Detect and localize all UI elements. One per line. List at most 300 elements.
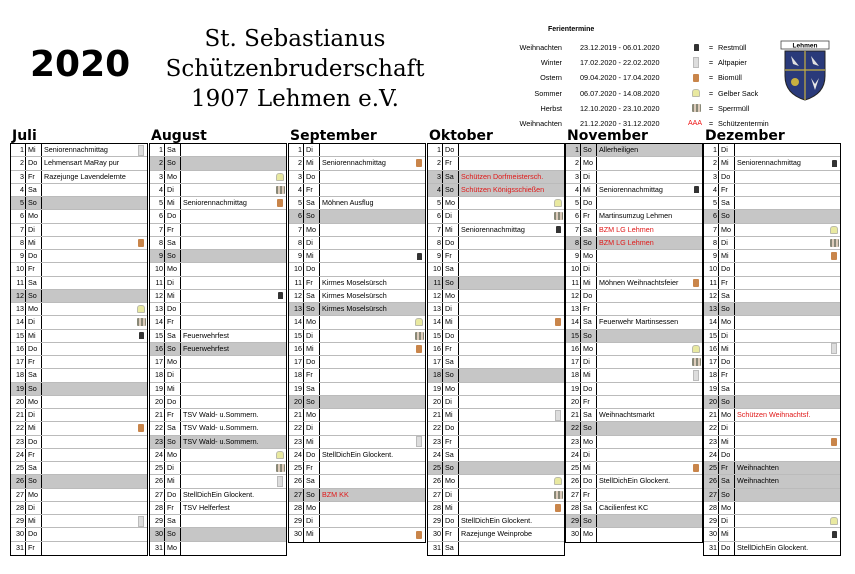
weekday: So — [165, 343, 181, 355]
weekday: Do — [443, 515, 459, 527]
icon-slot — [135, 396, 147, 408]
day-number: 30 — [11, 528, 26, 540]
weekday: So — [304, 210, 320, 222]
day-row — [566, 290, 702, 303]
crest-label: Lehmen — [792, 42, 818, 50]
month-november — [565, 127, 703, 543]
day-number: 14 — [428, 316, 443, 328]
weekday: So — [443, 184, 459, 196]
day-row — [11, 290, 147, 303]
legend-equals: = — [708, 43, 714, 53]
month-name: Oktober — [429, 128, 493, 144]
holiday-label: Weihnachten — [519, 43, 562, 53]
weekday: Sa — [26, 184, 42, 196]
day-number: 20 — [704, 396, 719, 408]
day-event — [459, 250, 552, 262]
weekday: Sa — [581, 316, 597, 328]
day-event — [42, 409, 135, 421]
legend-text: Restmüll — [718, 43, 747, 53]
month-name: Juli — [12, 128, 37, 144]
weekday: Mi — [26, 237, 42, 249]
day-event — [320, 528, 413, 541]
weekday: Mo — [26, 396, 42, 408]
icon-slot — [135, 436, 147, 448]
weekday: Fr — [581, 210, 597, 222]
day-number: 17 — [289, 356, 304, 368]
icon-slot — [274, 356, 286, 368]
day-number: 19 — [289, 383, 304, 395]
weekday: Mi — [719, 343, 735, 355]
day-row — [289, 515, 425, 528]
icon-slot — [274, 436, 286, 448]
icon-slot — [552, 290, 564, 302]
day-number: 21 — [704, 409, 719, 421]
legend-text: Sperrmüll — [718, 103, 750, 113]
day-row — [11, 210, 147, 223]
weekday: Di — [443, 396, 459, 408]
day-row — [428, 144, 564, 157]
day-number: 1 — [289, 144, 304, 156]
day-row — [428, 303, 564, 316]
weekday: Di — [26, 502, 42, 514]
day-number: 29 — [289, 515, 304, 527]
icon-slot — [413, 515, 425, 527]
weekday: Mi — [443, 502, 459, 514]
day-event: Weihnachten — [737, 463, 779, 472]
day-number: 21 — [150, 409, 165, 421]
day-event — [181, 250, 274, 262]
day-event — [459, 489, 552, 501]
day-number: 11 — [150, 277, 165, 289]
day-event: TSV Wald- u.Sommern. — [183, 436, 259, 446]
weekday: Sa — [26, 462, 42, 474]
weekday: So — [581, 144, 597, 156]
weekday: Fr — [719, 184, 735, 196]
day-number: 18 — [566, 369, 581, 381]
icon-slot — [828, 475, 840, 487]
sperr-bin-icon — [274, 184, 286, 196]
day-event — [181, 303, 274, 315]
day-event — [459, 277, 552, 289]
gelb-bin-icon — [828, 515, 840, 527]
day-event — [181, 316, 274, 328]
icon-slot — [828, 184, 840, 196]
day-row — [150, 489, 286, 502]
icon-slot — [552, 542, 564, 555]
weekday: So — [165, 250, 181, 262]
day-row — [566, 436, 702, 449]
day-row — [289, 316, 425, 329]
day-row — [704, 422, 840, 435]
month-grid — [149, 143, 287, 556]
bio-bin-icon — [413, 157, 425, 169]
day-number: 6 — [150, 210, 165, 222]
weekday: Di — [719, 515, 735, 527]
day-row — [289, 237, 425, 250]
day-number: 1 — [11, 144, 26, 156]
icon-slot — [552, 462, 564, 474]
day-row — [150, 210, 286, 223]
day-number: 13 — [566, 303, 581, 315]
day-event — [181, 171, 274, 183]
day-number: 15 — [428, 330, 443, 342]
legend-row — [688, 40, 769, 55]
day-row — [289, 303, 425, 316]
weekday: Di — [304, 422, 320, 434]
icon-slot — [552, 157, 564, 169]
weekday: Mo — [304, 502, 320, 514]
day-row — [704, 316, 840, 329]
icon-slot — [413, 462, 425, 474]
day-event — [459, 144, 552, 156]
day-number: 9 — [11, 250, 26, 262]
rest-bin-icon — [828, 528, 840, 540]
weekday: Mo — [304, 316, 320, 328]
day-row — [289, 475, 425, 488]
icon-slot — [552, 277, 564, 289]
day-number: 28 — [704, 502, 719, 514]
day-event — [597, 263, 690, 275]
weekday: Do — [165, 489, 181, 501]
icon-slot — [690, 144, 702, 156]
day-event — [459, 409, 552, 421]
day-row — [566, 383, 702, 396]
weekday: Do — [719, 356, 735, 368]
icon-slot — [274, 528, 286, 540]
day-event — [735, 184, 828, 196]
icon-slot — [828, 290, 840, 302]
weekday: Do — [304, 356, 320, 368]
day-row — [704, 290, 840, 303]
day-event — [320, 184, 413, 196]
day-event: Seniorennachmittag — [461, 224, 525, 234]
legend-text: Altpapier — [718, 58, 747, 68]
icon-slot — [274, 396, 286, 408]
day-row — [566, 489, 702, 502]
icon-slot — [690, 250, 702, 262]
weekday: Mi — [165, 475, 181, 487]
weekday: Mi — [719, 436, 735, 448]
day-row — [428, 277, 564, 290]
day-number: 26 — [704, 475, 719, 487]
weekday: So — [304, 489, 320, 501]
day-row — [704, 171, 840, 184]
day-number: 18 — [11, 369, 26, 381]
day-row — [11, 157, 147, 170]
day-number: 15 — [704, 330, 719, 342]
weekday: Di — [443, 489, 459, 501]
day-number: 11 — [566, 277, 581, 289]
icon-slot — [690, 316, 702, 328]
day-row — [150, 542, 286, 555]
day-row — [704, 396, 840, 409]
icon-slot — [413, 224, 425, 236]
day-number: 21 — [289, 409, 304, 421]
day-number: 8 — [428, 237, 443, 249]
weekday: Mo — [304, 224, 320, 236]
icon-slot — [552, 171, 564, 183]
day-event — [320, 210, 413, 222]
day-row — [289, 436, 425, 449]
day-event — [735, 449, 828, 461]
day-event — [42, 303, 135, 315]
day-row — [428, 157, 564, 170]
day-event — [42, 263, 135, 275]
day-row — [11, 184, 147, 197]
icon-slot — [135, 383, 147, 395]
weekday: Fr — [304, 369, 320, 381]
day-event: Razejunge Weinprobe — [461, 529, 532, 539]
holiday-dates: 17.02.2020 - 22.02.2020 — [580, 58, 660, 68]
weekday: Di — [26, 224, 42, 236]
day-event — [42, 250, 135, 262]
day-number: 9 — [566, 250, 581, 262]
icon-slot — [690, 263, 702, 275]
day-number: 12 — [428, 290, 443, 302]
icon-slot — [690, 210, 702, 222]
day-event — [320, 422, 413, 434]
day-number: 11 — [704, 277, 719, 289]
weekday: Di — [304, 515, 320, 527]
day-event — [42, 542, 135, 555]
weekday: Sa — [719, 475, 735, 487]
icon-slot — [828, 369, 840, 381]
icon-slot — [828, 263, 840, 275]
day-number: 23 — [428, 436, 443, 448]
legend-row — [688, 70, 769, 85]
day-number: 8 — [289, 237, 304, 249]
day-row — [566, 528, 702, 541]
weekday: Mo — [26, 489, 42, 501]
day-row — [704, 515, 840, 528]
day-number: 4 — [150, 184, 165, 196]
day-event — [735, 303, 828, 315]
day-event — [42, 316, 135, 328]
day-row — [150, 157, 286, 170]
day-event — [320, 263, 413, 275]
day-number: 7 — [150, 224, 165, 236]
weekday: Mi — [719, 157, 735, 169]
day-number: 25 — [428, 462, 443, 474]
weekday: Mo — [719, 409, 735, 421]
day-number: 7 — [428, 224, 443, 236]
icon-slot — [274, 489, 286, 501]
day-event — [735, 383, 828, 395]
day-row — [428, 369, 564, 382]
day-event — [735, 237, 828, 249]
icon-slot — [274, 422, 286, 434]
schuetzen-marker: AAA — [688, 120, 703, 128]
holiday-dates: 06.07.2020 - 14.08.2020 — [580, 88, 660, 98]
day-row — [289, 369, 425, 382]
day-number: 5 — [289, 197, 304, 209]
day-number: 14 — [566, 316, 581, 328]
day-event: Allerheiligen — [599, 145, 639, 154]
day-number: 8 — [11, 237, 26, 249]
day-event — [42, 462, 135, 474]
day-row — [704, 250, 840, 263]
icon-slot — [274, 277, 286, 289]
day-number: 4 — [11, 184, 26, 196]
day-event: Kirmes Moselsürsch — [322, 304, 387, 313]
holiday-row — [500, 101, 700, 116]
icon-slot — [274, 343, 286, 355]
icon-slot — [690, 422, 702, 434]
day-number: 26 — [566, 475, 581, 487]
holiday-label: Sommer — [534, 88, 562, 98]
weekday: So — [26, 383, 42, 395]
day-row — [566, 422, 702, 435]
title-line-3: 1907 Lehmen e.V. — [191, 86, 399, 112]
day-row — [11, 224, 147, 237]
day-row — [704, 489, 840, 502]
day-event: StellDichEin Glockent. — [737, 542, 809, 552]
day-row — [150, 396, 286, 409]
day-row — [289, 409, 425, 422]
weekday: Mo — [719, 316, 735, 328]
day-event — [597, 157, 690, 169]
icon-slot — [552, 356, 564, 368]
weekday: Fr — [581, 489, 597, 501]
icon-slot — [552, 396, 564, 408]
weekday: Mo — [581, 250, 597, 262]
day-number: 22 — [566, 422, 581, 434]
day-event — [42, 449, 135, 461]
weekday: So — [719, 303, 735, 315]
day-row — [289, 184, 425, 197]
day-row — [150, 263, 286, 276]
day-number: 20 — [289, 396, 304, 408]
day-row — [11, 277, 147, 290]
weekday: Mo — [581, 528, 597, 541]
day-row — [289, 330, 425, 343]
day-event — [459, 356, 552, 368]
weekday: Do — [26, 436, 42, 448]
day-row — [566, 515, 702, 528]
day-event — [320, 396, 413, 408]
day-number: 12 — [289, 290, 304, 302]
day-number: 16 — [289, 343, 304, 355]
day-row — [289, 144, 425, 157]
weekday: Sa — [581, 224, 597, 236]
day-number: 6 — [289, 210, 304, 222]
day-row — [289, 343, 425, 356]
day-number: 21 — [11, 409, 26, 421]
day-row — [566, 449, 702, 462]
weekday: Mi — [304, 528, 320, 541]
icon-slot — [552, 422, 564, 434]
club-title — [150, 24, 440, 114]
day-event: Kirmes Moselsürsch — [322, 277, 387, 287]
day-row — [566, 277, 702, 290]
gelb-bin-icon — [552, 197, 564, 209]
day-row — [11, 436, 147, 449]
day-event: StellDichEin Glockent. — [461, 516, 533, 525]
day-number: 5 — [428, 197, 443, 209]
icon-slot — [828, 197, 840, 209]
weekday: Do — [443, 144, 459, 156]
weekday: Di — [581, 449, 597, 461]
weekday: Mo — [165, 542, 181, 555]
day-event: Seniorennachmittag — [737, 158, 801, 168]
day-row — [704, 409, 840, 422]
legend-equals: = — [708, 119, 714, 129]
day-row — [150, 528, 286, 541]
icon-slot — [690, 157, 702, 169]
day-row — [289, 224, 425, 237]
day-row — [289, 290, 425, 303]
day-number: 17 — [428, 356, 443, 368]
weekday: So — [304, 303, 320, 315]
day-row — [150, 449, 286, 462]
icon-slot — [135, 210, 147, 222]
weekday: Fr — [26, 263, 42, 275]
weekday: Di — [304, 144, 320, 156]
weekday: Mi — [719, 528, 735, 540]
day-number: 6 — [566, 210, 581, 222]
day-row — [566, 237, 702, 250]
alt-bin-icon — [135, 515, 147, 527]
weekday: Mo — [581, 343, 597, 355]
icon-slot — [828, 542, 840, 555]
day-event — [735, 197, 828, 209]
day-row — [704, 197, 840, 210]
day-row — [150, 184, 286, 197]
day-event — [459, 343, 552, 355]
holiday-dates: 21.12.2020 - 31.12.2020 — [580, 119, 660, 129]
day-event: StellDichEin Glockent. — [599, 476, 671, 486]
day-event: Seniorennachmittag — [322, 158, 386, 168]
day-number: 7 — [11, 224, 26, 236]
day-number: 3 — [11, 171, 26, 183]
day-event — [597, 356, 690, 368]
day-row — [704, 277, 840, 290]
day-event — [459, 303, 552, 315]
day-row — [428, 489, 564, 502]
holiday-dates: 09.04.2020 - 17.04.2020 — [580, 73, 660, 83]
legend-equals: = — [708, 103, 714, 113]
weekday: So — [443, 277, 459, 289]
day-event — [181, 224, 274, 236]
weekday: Mi — [26, 515, 42, 527]
weekday: Sa — [581, 502, 597, 514]
weekday: Do — [719, 263, 735, 275]
day-number: 13 — [289, 303, 304, 315]
day-number: 9 — [150, 250, 165, 262]
day-event — [42, 290, 135, 302]
day-number: 5 — [704, 197, 719, 209]
month-september — [288, 127, 426, 543]
day-number: 14 — [704, 316, 719, 328]
day-number: 10 — [289, 263, 304, 275]
day-row — [704, 184, 840, 197]
icon-slot — [135, 277, 147, 289]
day-row — [150, 343, 286, 356]
icon-slot — [690, 290, 702, 302]
day-number: 3 — [704, 171, 719, 183]
icon-slot — [552, 383, 564, 395]
day-number: 19 — [704, 383, 719, 395]
day-number: 31 — [11, 542, 26, 555]
weekday: Fr — [304, 277, 320, 289]
day-number: 8 — [566, 237, 581, 249]
weekday: Di — [165, 369, 181, 381]
weekday: Di — [581, 171, 597, 183]
day-row — [704, 383, 840, 396]
icon-slot — [828, 171, 840, 183]
icon-slot — [828, 330, 840, 342]
waste-legend — [688, 40, 769, 131]
